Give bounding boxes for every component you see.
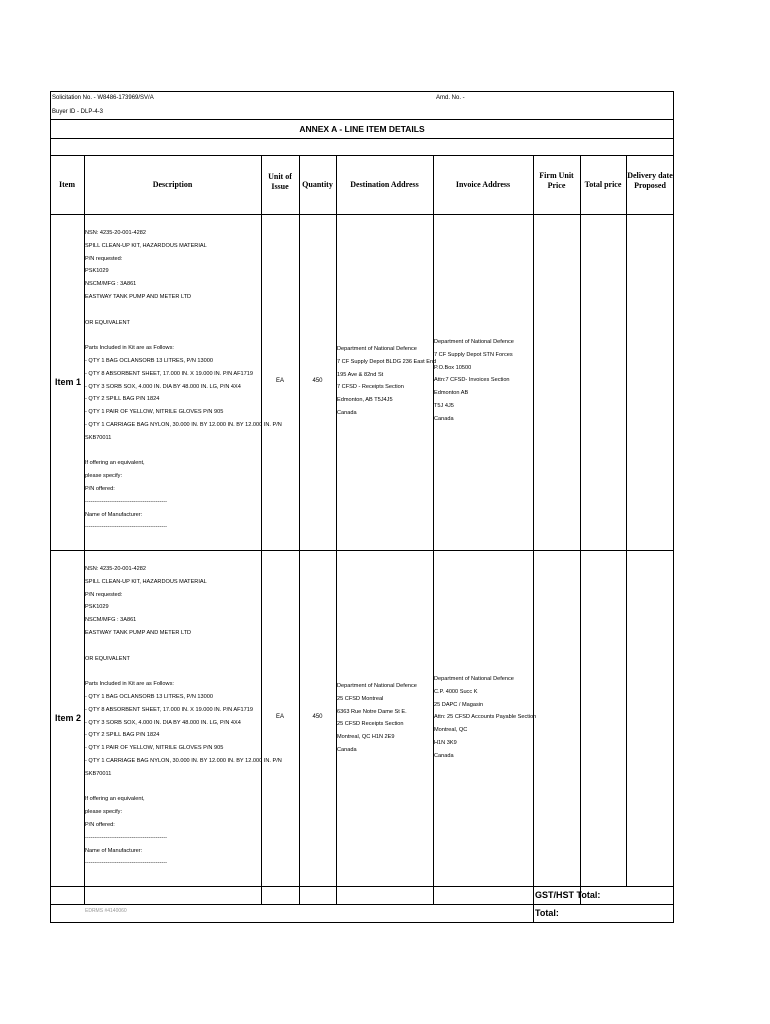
col-line-desc xyxy=(261,155,262,904)
item-2-parts-line: - QTY 1 CARRIAGE BAG NYLON, 30.000 IN. BY 12.000 IN. BY 12.000 IN. P/N xyxy=(85,757,282,764)
col-header-delivery-date: Delivery date Proposed xyxy=(627,171,673,190)
item-2-manufacturer: EASTWAY TANK PUMP AND METER LTD xyxy=(85,629,192,636)
grand-total-label: Total: xyxy=(535,908,559,918)
item-1-equiv-line: Name of Manufacturer: xyxy=(85,511,143,518)
col-header-invoice: Invoice Address xyxy=(455,180,511,189)
item-2-parts-line: SKB70011 xyxy=(85,770,112,777)
address-line: 25 CFSD Receipts Section xyxy=(337,721,404,728)
item-2-parts-line: - QTY 8 ABSORBENT SHEET, 17.000 IN. X 19.000 IN. P/N AF1719 xyxy=(85,706,253,713)
address-line: Canada xyxy=(337,409,357,416)
address-line: Canada xyxy=(337,746,357,753)
address-line: Attn:7 CFSD- Invoices Section xyxy=(434,377,510,384)
item-2-equiv-line: -------------------------------------------- xyxy=(85,860,167,867)
address-line: 25 CFSD Montreal xyxy=(337,695,384,702)
item-1-nomenclature: SPILL CLEAN-UP KIT, HAZARDOUS MATERIAL xyxy=(85,242,207,249)
address-line: 7 CFSD - Receipts Section xyxy=(337,384,404,391)
address-line: P.O.Box 10500 xyxy=(434,364,472,371)
col-line-qty xyxy=(336,155,337,904)
col-line-unit xyxy=(299,155,300,904)
rule-below-buyer xyxy=(50,119,674,120)
item-1-description xyxy=(85,227,282,534)
item-1-parts-line: - QTY 3 SORB SOX, 4.000 IN. DIA BY 48.000 IN. LG, P/N 4X4 xyxy=(85,383,241,390)
address-line: Montreal, QC xyxy=(434,727,468,734)
item-2-destination-address xyxy=(337,680,433,757)
item-1-label: Item 1 xyxy=(55,377,82,387)
item-1-equiv-line: P/N offered: xyxy=(85,485,115,492)
item-1-parts-line: - QTY 2 SPILL BAG P/N 1824 xyxy=(85,396,160,403)
item-1-parts-line: - QTY 8 ABSORBENT SHEET, 17.000 IN. X 19.000 IN. P/N AF1719 xyxy=(85,370,253,377)
item-2-parts-line: - QTY 1 BAG OCLANSORB 13 LITRES, P/N 13000 xyxy=(85,693,213,700)
item-1-manufacturer: EASTWAY TANK PUMP AND METER LTD xyxy=(85,293,192,300)
address-line: Department of National Defence xyxy=(337,683,417,689)
address-line: 7 CF Supply Depot BLDG 236 East End xyxy=(337,358,437,365)
address-line: Montreal, QC H1N 2E9 xyxy=(337,734,395,741)
col-header-destination: Destination Address xyxy=(350,180,419,189)
item-1-parts-line: Parts Included in Kit are as Follows: xyxy=(85,345,174,352)
item-2-nscm: NSCM/MFG : 3A861 xyxy=(85,617,137,624)
item-1-pn: PSK1029 xyxy=(85,268,109,275)
address-line: 25 DAPC / Magasin xyxy=(434,701,484,708)
page-title: ANNEX A - LINE ITEM DETAILS xyxy=(299,124,425,134)
item-2-description xyxy=(85,563,282,870)
item-1-equiv-line: If offering an equivalent, xyxy=(85,460,145,467)
address-line: C.P. 4000 Succ K xyxy=(434,688,478,695)
item-2-parts-line: - QTY 2 SPILL BAG P/N 1824 xyxy=(85,732,160,739)
item-1-nscm: NSCM/MFG : 3A861 xyxy=(85,281,137,288)
item-2-equiv-line: If offering an equivalent, xyxy=(85,796,145,803)
item-1-equiv-line: please specify: xyxy=(85,473,123,480)
address-line: 6363 Rue Notre Dame St E. xyxy=(337,708,407,715)
buyer-id: Buyer ID - DLP-4-3 xyxy=(52,109,104,115)
col-header-item: Item xyxy=(59,180,75,189)
item-1-equiv-line: -------------------------------------------- xyxy=(85,498,167,505)
amendment-number: Amd. No. - xyxy=(436,95,465,101)
col-line-dest xyxy=(433,155,434,904)
item-2-nsn: NSN: 4235-20-001-4282 xyxy=(85,566,146,572)
address-line: 195 Ave & 82nd St xyxy=(337,371,384,378)
gst-hst-total-label: GST/HST Total: xyxy=(535,890,601,900)
address-line: Edmonton, AB T5J4J5 xyxy=(337,397,393,404)
item-1-or-equivalent: OR EQUIVALENT xyxy=(85,319,130,326)
col-header-quantity: Quantity xyxy=(302,180,333,189)
item-2-parts-line: Parts Included in Kit are as Follows: xyxy=(85,681,174,688)
address-line: Attn: 25 CFSD Accounts Payable Section xyxy=(434,714,537,721)
item-2-equiv-line: please specify: xyxy=(85,809,123,816)
item-2-parts-line: - QTY 3 SORB SOX, 4.000 IN. DIA BY 48.000 IN. LG, P/N 4X4 xyxy=(85,719,241,726)
col-header-description: Description xyxy=(152,180,193,189)
col-line-firm xyxy=(580,155,581,904)
address-line: Department of National Defence xyxy=(337,346,417,352)
item-1-invoice-address xyxy=(434,336,533,426)
item-1-equiv-line: -------------------------------------------- xyxy=(85,524,167,531)
item-1-parts-line: SKB70011 xyxy=(85,434,112,441)
item-2-or-equivalent: OR EQUIVALENT xyxy=(85,655,130,662)
address-line: H1N 3K9 xyxy=(434,739,457,746)
col-header-unit: Unit of Issue xyxy=(268,172,292,191)
item-2-label: Item 2 xyxy=(55,713,82,723)
rule-below-title xyxy=(50,138,674,139)
item-2-nomenclature: SPILL CLEAN-UP KIT, HAZARDOUS MATERIAL xyxy=(85,578,207,585)
col-line-invoice xyxy=(533,155,534,923)
col-line-total xyxy=(626,155,627,886)
item-1-nsn: NSN: 4235-20-001-4282 xyxy=(85,230,146,236)
item-1-destination-address xyxy=(337,343,437,420)
address-line: Department of National Defence xyxy=(434,676,514,682)
item-1-parts-line: - QTY 1 CARRIAGE BAG NYLON, 30.000 IN. BY 12.000 IN. BY 12.000 IN. P/N xyxy=(85,421,282,428)
item-2-equiv-line: Name of Manufacturer: xyxy=(85,847,143,854)
address-line: Department of National Defence xyxy=(434,339,514,345)
item-1-quantity: 450 xyxy=(312,378,323,384)
address-line: Edmonton AB xyxy=(434,390,469,397)
address-line: Canada xyxy=(434,752,454,759)
item-2-parts-line: - QTY 1 PAIR OF YELLOW, NITRILE GLOVES P/N 905 xyxy=(85,745,224,752)
solicitation-number: Solicitation No. - W8486-173969/SV/A xyxy=(52,95,154,101)
edrms-reference: EDRMS #4140060 xyxy=(85,908,127,914)
address-line: Canada xyxy=(434,415,454,422)
item-2-unit: EA xyxy=(275,714,284,720)
item-1-parts-line: - QTY 1 PAIR OF YELLOW, NITRILE GLOVES P/N 905 xyxy=(85,409,224,416)
item-1-parts-line: - QTY 1 BAG OCLANSORB 13 LITRES, P/N 13000 xyxy=(85,357,213,364)
address-line: 7 CF Supply Depot STN Forces xyxy=(434,351,513,358)
item-1-pn-label: P/N requested: xyxy=(85,255,123,262)
address-line: T5J 4J5 xyxy=(434,402,454,409)
rule-above-total xyxy=(50,904,674,905)
item-1-unit: EA xyxy=(275,378,284,384)
item-2-quantity: 450 xyxy=(312,714,323,720)
item-2-pn-label: P/N requested: xyxy=(85,591,123,598)
col-header-total-price: Total price xyxy=(584,180,622,189)
item-2-invoice-address xyxy=(434,673,537,763)
item-2-equiv-line: -------------------------------------------- xyxy=(85,834,167,841)
item-2-pn: PSK1029 xyxy=(85,604,109,611)
item-2-equiv-line: P/N offered: xyxy=(85,821,115,828)
col-header-firm-unit-price: Firm Unit Price xyxy=(539,171,574,190)
